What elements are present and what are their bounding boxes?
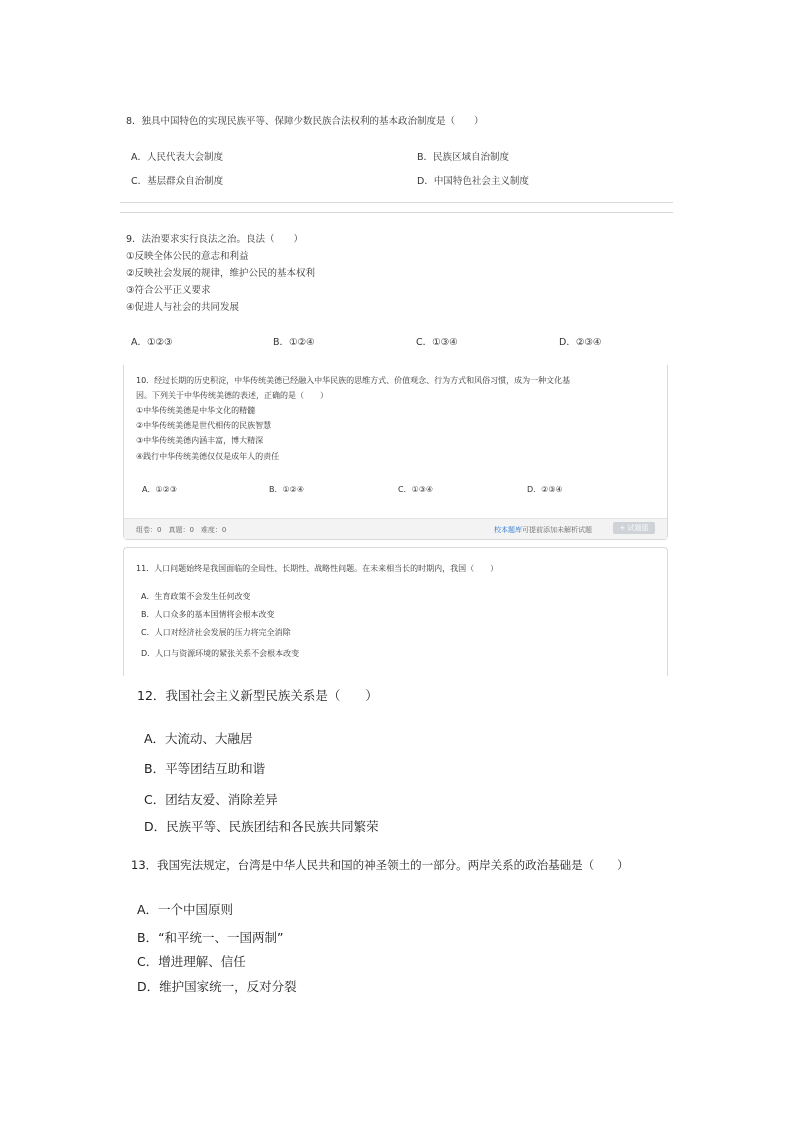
question-11-option-d: D．人口与资源环境的紧张关系不会根本改变: [141, 649, 300, 658]
question-8-option-b: B．民族区域自治制度: [417, 152, 510, 163]
question-9-option-d: D．②③④: [559, 337, 602, 348]
question-11-option-c: C．人口对经济社会发展的压力将完全消除: [141, 628, 291, 637]
question-12-option-c: C．团结友爱、消除差异: [144, 792, 278, 807]
footer-hint: 可提前添加未解析试题: [522, 526, 592, 534]
question-8-option-a: A．人民代表大会制度: [131, 152, 223, 163]
question-9-option-c: C．①③④: [416, 337, 458, 348]
divider: [120, 202, 673, 203]
question-13-stem: 13．我国宪法规定，台湾是中华人民共和国的神圣领土的一部分。两岸关系的政治基础是（ ）: [131, 858, 629, 872]
question-stats: 组卷：0 真题：0 难度：0: [136, 526, 227, 534]
question-10-item-4: ④践行中华传统美德仅仅是成年人的责任: [136, 452, 280, 461]
question-13-option-d: D．维护国家统一，反对分裂: [137, 979, 297, 994]
question-11-card: [123, 547, 668, 676]
question-8-stem: 8．独具中国特色的实现民族平等、保障少数民族合法权利的基本政治制度是（ ）: [126, 116, 484, 127]
question-9-item-2: ②反映社会发展的规律，维护公民的基本权利: [126, 268, 316, 279]
question-10-item-1: ①中华传统美德是中华文化的精髓: [136, 406, 256, 415]
divider: [120, 212, 673, 213]
question-10-option-a: A．①②③: [142, 485, 177, 494]
question-9-option-a: A．①②③: [131, 337, 173, 348]
question-10-stem-line-1: 10．经过长期的历史积淀，中华传统美德已经融入中华民族的思维方式、价值观念、行为方式和风俗习惯，成为一种文化基: [136, 376, 571, 385]
question-13-option-a: A．一个中国原则: [137, 902, 234, 917]
question-9-option-b: B．①②④: [273, 337, 315, 348]
question-12-option-b: B．平等团结互助和谐: [144, 761, 266, 776]
question-10-option-d: D．②③④: [527, 485, 563, 494]
question-12-stem: 12．我国社会主义新型民族关系是（ ）: [137, 688, 378, 703]
question-9-item-4: ④促进人与社会的共同发展: [126, 302, 240, 313]
question-10-item-2: ②中华传统美德是世代相传的民族智慧: [136, 421, 272, 430]
question-12-option-d: D．民族平等、民族团结和各民族共同繁荣: [144, 819, 379, 834]
question-10-stem-line-2: 因。下列关于中华传统美德的表述，正确的是（ ）: [136, 391, 328, 400]
question-9-item-1: ①反映全体公民的意志和利益: [126, 251, 249, 262]
question-11-option-a: A．生育政策不会发生任何改变: [141, 592, 251, 601]
school-question-bank-link[interactable]: 校本题库: [494, 526, 522, 534]
question-13-option-c: C．增进理解、信任: [137, 954, 246, 969]
question-10-option-b: B．①②④: [269, 485, 305, 494]
question-8-option-c: C．基层群众自治制度: [131, 176, 224, 187]
add-to-basket-button[interactable]: + 试题篮: [613, 522, 655, 534]
question-10-item-3: ③中华传统美德内涵丰富，博大精深: [136, 436, 264, 445]
question-12-option-a: A．大流动、大融居: [144, 731, 253, 746]
question-13-option-b: B．“和平统一、一国两制”: [137, 930, 284, 945]
question-11-stem: 11．人口问题始终是我国面临的全局性、长期性、战略性问题。在未来相当长的时期内，我国（ ）: [136, 564, 499, 573]
question-11-option-b: B．人口众多的基本国情将会根本改变: [141, 610, 275, 619]
question-9-item-3: ③符合公平正义要求: [126, 285, 211, 296]
question-10-card: [123, 365, 668, 540]
question-9-stem: 9．法治要求实行良法之治。良法（ ）: [126, 234, 304, 245]
question-8-option-d: D．中国特色社会主义制度: [417, 176, 529, 187]
question-10-footer: [124, 518, 667, 539]
question-10-option-c: C．①③④: [398, 485, 434, 494]
